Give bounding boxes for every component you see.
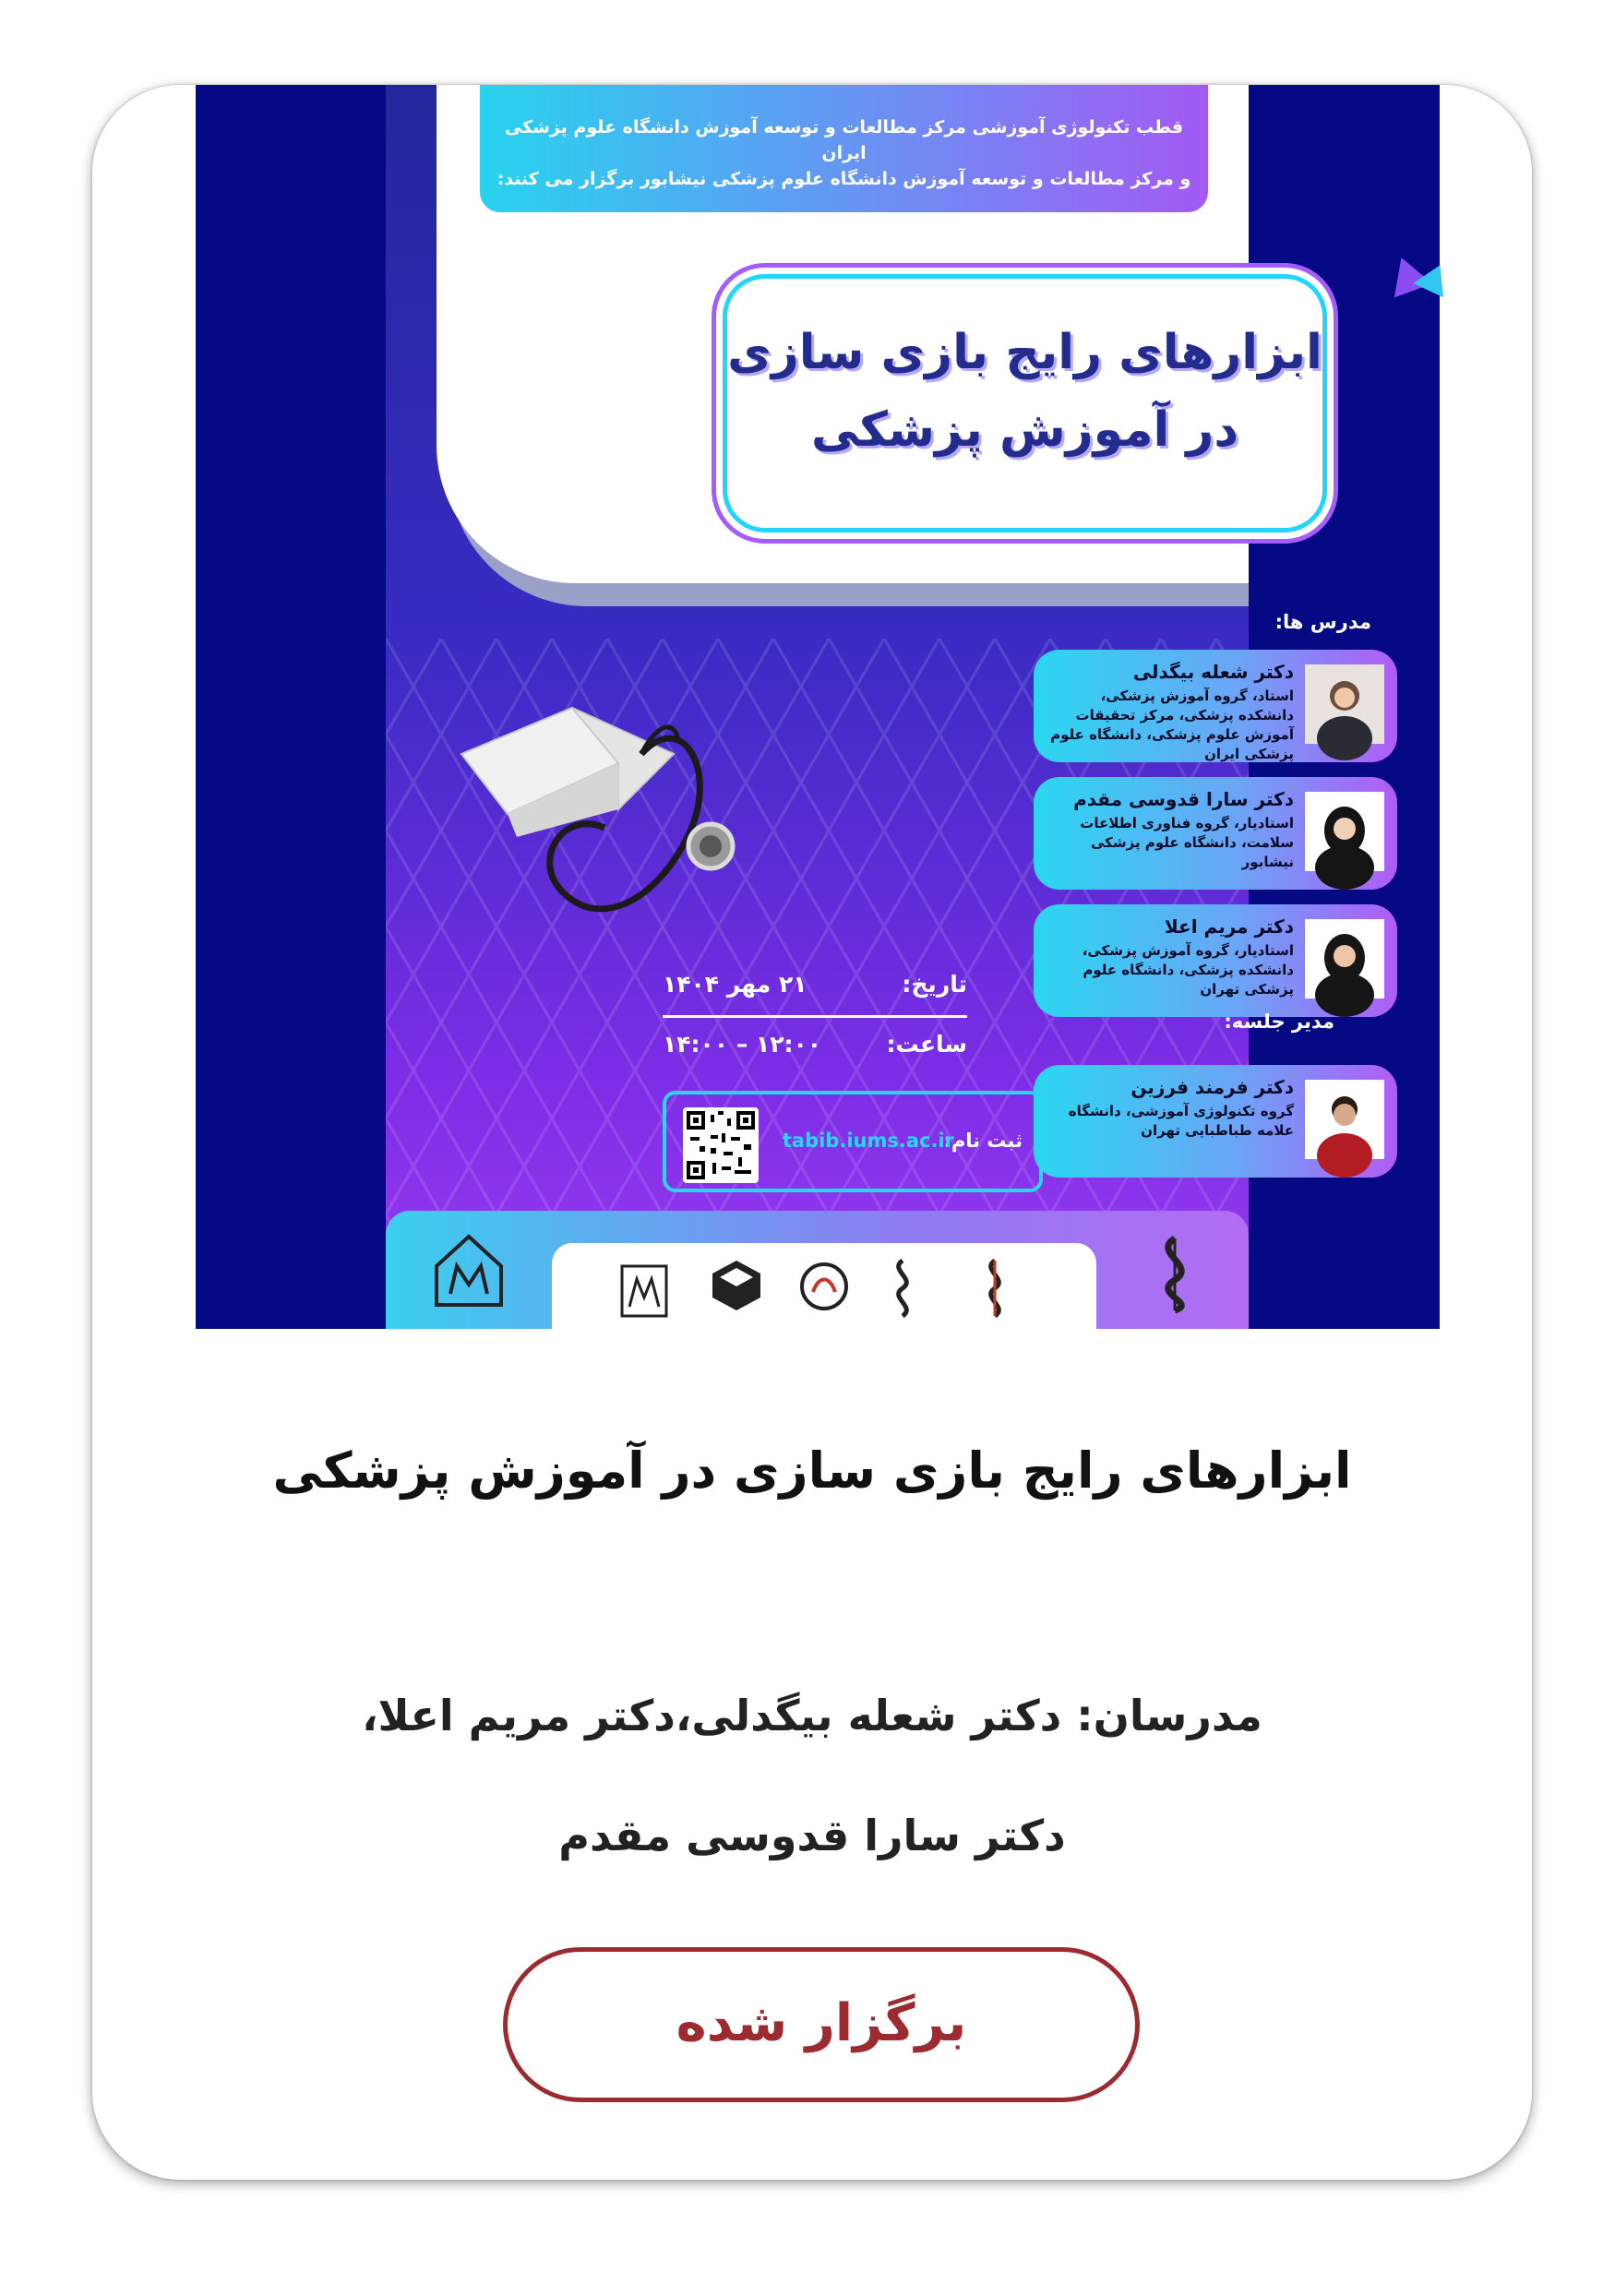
avatar: [1305, 664, 1384, 744]
instructor-desc: استاد، گروه آموزش پزشکی، دانشکده پزشکی، مرکز تحقیقات آموزش علوم پزشکی، دانشگاه علوم پزشکی ایران: [1050, 688, 1294, 762]
poster-inner: [386, 85, 1371, 1329]
time-value: ۱۲:۰۰ – ۱۴:۰۰: [663, 1031, 822, 1058]
moderator-name: دکتر فرمند فرزین: [1130, 1076, 1294, 1098]
time-label: ساعت:: [886, 1031, 967, 1058]
instructors-text: مدرسان: دکتر شعله بیگدلی،دکتر مریم اعلا،: [362, 1691, 1262, 1740]
avatar: [1305, 1080, 1384, 1159]
avatar: [1305, 792, 1384, 871]
instructor-card: [1034, 777, 1397, 890]
instructors-text: دکتر سارا قدوسی مقدم: [558, 1811, 1066, 1860]
moderator-label: مدیر جلسه:: [1224, 1010, 1334, 1033]
instructor-desc: استادیار، گروه آموزش پزشکی، دانشکده پزشکی، دانشگاه علوم پزشکی تهران: [1082, 942, 1294, 998]
logo-bar: [386, 1211, 1249, 1329]
status-button[interactable]: برگزار شده: [503, 1947, 1140, 2102]
university-logo-icon: [616, 1257, 672, 1321]
circle-logo-icon: [796, 1259, 852, 1314]
registration-box[interactable]: [663, 1091, 1043, 1192]
date-value: ۲۱ مهر ۱۴۰۴: [663, 971, 808, 998]
register-label: ثبت نام:: [943, 1130, 1023, 1152]
event-card: [92, 85, 1532, 2180]
divider: [663, 1015, 967, 1018]
qr-code-icon: [683, 1107, 759, 1183]
moderator-desc: گروه تکنولوژی آموزشی، دانشگاه علامه طباطبایی تهران: [1068, 1103, 1294, 1139]
poster-header-line2: و مرکز مطالعات و توسعه آموزش دانشگاه علوم پزشکی نیشابور برگزار می کنند:: [496, 169, 1191, 189]
date-label: تاریخ:: [902, 971, 967, 998]
instructor-card: [1034, 650, 1397, 762]
poster-title-line1: ابزارهای رایج بازی سازی: [727, 325, 1322, 380]
poster-header-line1: قطب تکنولوژی آموزشی مرکز مطالعات و توسعه آموزش دانشگاه علوم پزشکی ایران: [504, 117, 1184, 163]
date-time-block: [663, 971, 967, 1068]
instructor-card: [1034, 904, 1397, 1017]
poster-title-box: [723, 274, 1327, 532]
instructor-name: دکتر شعله بیگدلی: [1132, 661, 1294, 683]
poster-title-line2: در آموزش پزشکی: [811, 402, 1238, 458]
cube-logo-icon: [709, 1257, 764, 1312]
instructors-label: مدرس ها:: [1274, 611, 1371, 633]
book-stethoscope-icon: [443, 652, 775, 939]
instructor-name: دکتر مریم اعلا: [1164, 915, 1294, 938]
avatar: [1305, 919, 1384, 999]
instructor-desc: استادیار، گروه فناوری اطلاعات سلامت، دانشگاه علوم پزشکی نیشابور: [1080, 815, 1294, 870]
medical-logo-icon: [972, 1255, 1018, 1320]
medical-logo-icon: [879, 1255, 926, 1320]
poster-header-banner: [480, 85, 1208, 212]
event-title: ابزارهای رایج بازی سازی در آموزش پزشکی: [272, 1441, 1352, 1500]
moderator-card: [1034, 1065, 1397, 1178]
instructor-name: دکتر سارا قدوسی مقدم: [1073, 788, 1294, 810]
university-logo-icon: [427, 1229, 510, 1312]
event-poster[interactable]: [196, 85, 1440, 1329]
medical-logo-icon: [1133, 1229, 1216, 1312]
register-link[interactable]: tabib.iums.ac.ir: [782, 1130, 954, 1152]
